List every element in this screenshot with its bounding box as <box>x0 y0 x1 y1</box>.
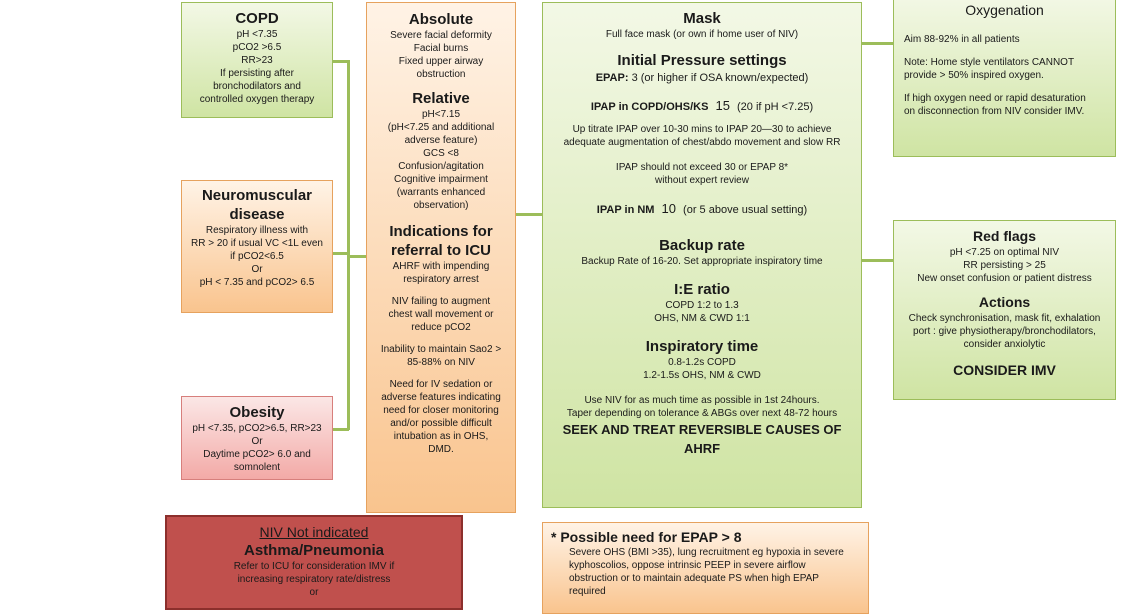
epap8-box <box>542 522 869 614</box>
contra-line: 85-88% on NIV <box>407 357 475 368</box>
niv-not-line: increasing respiratory rate/distress <box>237 574 391 585</box>
icu-title: Indications for <box>389 223 493 240</box>
backup-title: Backup rate <box>659 237 745 254</box>
actions-line: Check synchronisation, mask fit, exhalation <box>908 313 1101 324</box>
seek-line: AHRF <box>683 441 721 456</box>
contra-line: respiratory arrest <box>403 274 479 285</box>
contra-line: pH<7.15 <box>421 109 461 120</box>
contra-line: NIV failing to augment <box>391 296 491 307</box>
nm-title: disease <box>229 206 285 223</box>
contra-line: Severe facial deformity <box>390 30 492 41</box>
epap8-title: * Possible need for EPAP > 8 <box>551 529 742 545</box>
insp-title: Inspiratory time <box>645 338 759 355</box>
oxygenation-line: Note: Home style ventilators CANNOT <box>904 57 1075 68</box>
absolute-title: Absolute <box>408 11 474 28</box>
ipap-nm-note: (or 5 above usual setting) <box>683 204 808 216</box>
contra-line: observation) <box>413 200 469 211</box>
titrate-line: Up titrate IPAP over 10-30 mins to IPAP 20—30 to achieve <box>572 124 832 135</box>
contra-line: need for closer monitoring <box>383 405 499 416</box>
mask-text: Full face mask (or own if home user of NIV) <box>605 29 799 40</box>
nm-line: RR > 20 if usual VC <1L even <box>191 238 323 249</box>
actions-line: port : give physiotherapy/bronchodilators, <box>913 326 1096 337</box>
contra-line: reduce pCO2 <box>411 322 471 333</box>
contra-line: Need for IV sedation or <box>389 379 493 390</box>
oxygenation-line: provide > 50% inspired oxygen. <box>904 70 1044 81</box>
contra-line: obstruction <box>416 69 466 80</box>
contra-line: Facial burns <box>413 43 469 54</box>
contra-line: Cognitive impairment <box>394 174 488 185</box>
ie-line: COPD 1:2 to 1.3 <box>665 300 739 311</box>
connector-oxygenation <box>862 42 893 45</box>
contra-line: (warrants enhanced <box>396 187 486 198</box>
oxygenation-title: Oxygenation <box>965 2 1044 18</box>
use-line: Use NIV for as much time as possible in 1st 24hours. <box>584 395 820 406</box>
ips-title: Initial Pressure settings <box>617 52 787 69</box>
ipap-nm-value: 10 <box>661 201 676 216</box>
connector-redflags <box>862 259 893 262</box>
ipap-label: IPAP in COPD/OHS/KS <box>590 101 709 113</box>
contra-line: (pH<7.25 and additional <box>387 122 495 133</box>
epap8-line: required <box>569 586 606 597</box>
insp-line: 0.8-1.2s COPD <box>668 357 736 368</box>
oxygenation-box <box>893 0 1116 157</box>
contra-line: and/or possible difficult <box>390 418 492 429</box>
contra-line: AHRF with impending <box>392 261 490 272</box>
connector-to-contra <box>348 255 366 258</box>
relative-title: Relative <box>412 90 470 107</box>
contra-line: Confusion/agitation <box>398 161 484 172</box>
redflags-line: pH <7.25 on optimal NIV <box>949 247 1060 258</box>
obesity-line: somnolent <box>233 462 281 473</box>
neuromuscular-box <box>181 180 333 313</box>
contra-line: GCS <8 <box>423 148 459 159</box>
exceed-line: IPAP should not exceed 30 or EPAP 8* <box>615 162 789 173</box>
niv-not-subtitle: Asthma/Pneumonia <box>243 542 385 559</box>
contra-line: adverse feature) <box>404 135 478 146</box>
ipap-note: (20 if pH <7.25) <box>737 101 814 113</box>
niv-not-line: or <box>309 587 319 598</box>
nm-line: Or <box>251 264 263 275</box>
ipap-nm-line <box>543 201 861 218</box>
nm-line: pH < 7.35 and pCO2> 6.5 <box>199 277 315 288</box>
oxygenation-line: on disconnection from NIV consider IMV. <box>904 106 1085 117</box>
contra-line: adverse features indicating <box>381 392 501 403</box>
epap-line <box>543 70 861 86</box>
seek-line: SEEK AND TREAT REVERSIBLE CAUSES OF <box>562 422 842 437</box>
copd-line: bronchodilators and <box>213 81 301 92</box>
icu-title: referral to ICU <box>390 242 492 259</box>
epap8-line: obstruction or to maintain adequate PS when high EPAP <box>569 573 819 584</box>
nm-line: Respiratory illness with <box>205 225 309 236</box>
epap-value: 3 (or higher if OSA known/expected) <box>631 72 809 84</box>
connector-nm <box>333 252 349 255</box>
redflags-line: RR persisting > 25 <box>963 260 1046 271</box>
ie-title: I:E ratio <box>674 281 730 298</box>
obesity-title: Obesity <box>229 404 285 421</box>
copd-title: COPD <box>235 10 279 27</box>
epap8-line: kyphoscolios, oppose intrinsic PEEP in severe airflow <box>569 560 806 571</box>
obesity-line: pH <7.35, pCO2>6.5, RR>23 <box>192 423 322 434</box>
obesity-line: Or <box>251 436 263 447</box>
insp-line: 1.2-1.5s OHS, NM & CWD <box>643 370 761 381</box>
copd-line: pH <7.35 <box>236 29 278 40</box>
consider-imv: CONSIDER IMV <box>953 362 1056 378</box>
redflags-box <box>893 220 1116 400</box>
obesity-line: Daytime pCO2> 6.0 and <box>203 449 311 460</box>
nm-line: if pCO2<6.5 <box>230 251 284 262</box>
ipap-value: 15 <box>715 98 730 113</box>
oxygenation-line: Aim 88-92% in all patients <box>904 34 1020 45</box>
mask-title: Mask <box>683 10 721 27</box>
settings-box <box>542 2 862 508</box>
copd-line: If persisting after <box>220 68 294 79</box>
use-line: Taper depending on tolerance & ABGs over next 48-72 hours <box>566 408 838 419</box>
contraindications-box <box>366 2 516 513</box>
niv-not-line: Refer to ICU for consideration IMV if <box>233 561 395 572</box>
copd-line: pCO2 >6.5 <box>232 42 282 53</box>
epap-label: EPAP: <box>595 72 629 84</box>
contra-line: intubation as in OHS, <box>393 431 489 442</box>
contra-line: Inability to maintain Sao2 > <box>380 344 502 355</box>
nm-title: Neuromuscular <box>201 187 313 204</box>
niv-not-indicated-box <box>165 515 463 610</box>
exceed-line: without expert review <box>655 175 749 186</box>
connector-vertical <box>347 60 350 430</box>
copd-line: RR>23 <box>241 55 273 66</box>
obesity-box <box>181 396 333 480</box>
titrate-line: adequate augmentation of chest/abdo movement and slow RR <box>563 137 841 148</box>
backup-text: Backup Rate of 16-20. Set appropriate inspiratory time <box>581 256 823 267</box>
niv-not-title: NIV Not indicated <box>259 524 369 540</box>
ipap-line <box>543 98 861 115</box>
ipap-nm-label: IPAP in NM <box>596 204 655 216</box>
actions-line: consider anxiolytic <box>963 339 1046 350</box>
actions-title: Actions <box>978 294 1031 310</box>
contra-line: chest wall movement or <box>388 309 494 320</box>
ie-line: OHS, NM & CWD 1:1 <box>654 313 750 324</box>
epap8-line: Severe OHS (BMI >35), lung recruitment eg hypoxia in severe <box>569 547 844 558</box>
redflags-title: Red flags <box>972 228 1036 244</box>
contra-line: DMD. <box>428 444 454 455</box>
contra-line: Fixed upper airway <box>398 56 484 67</box>
connector-obesity <box>333 428 349 431</box>
copd-box <box>181 2 333 118</box>
connector-contra-settings <box>515 213 542 216</box>
oxygenation-line: If high oxygen need or rapid desaturation <box>904 93 1086 104</box>
copd-line: controlled oxygen therapy <box>199 94 315 105</box>
redflags-line: New onset confusion or patient distress <box>917 273 1092 284</box>
